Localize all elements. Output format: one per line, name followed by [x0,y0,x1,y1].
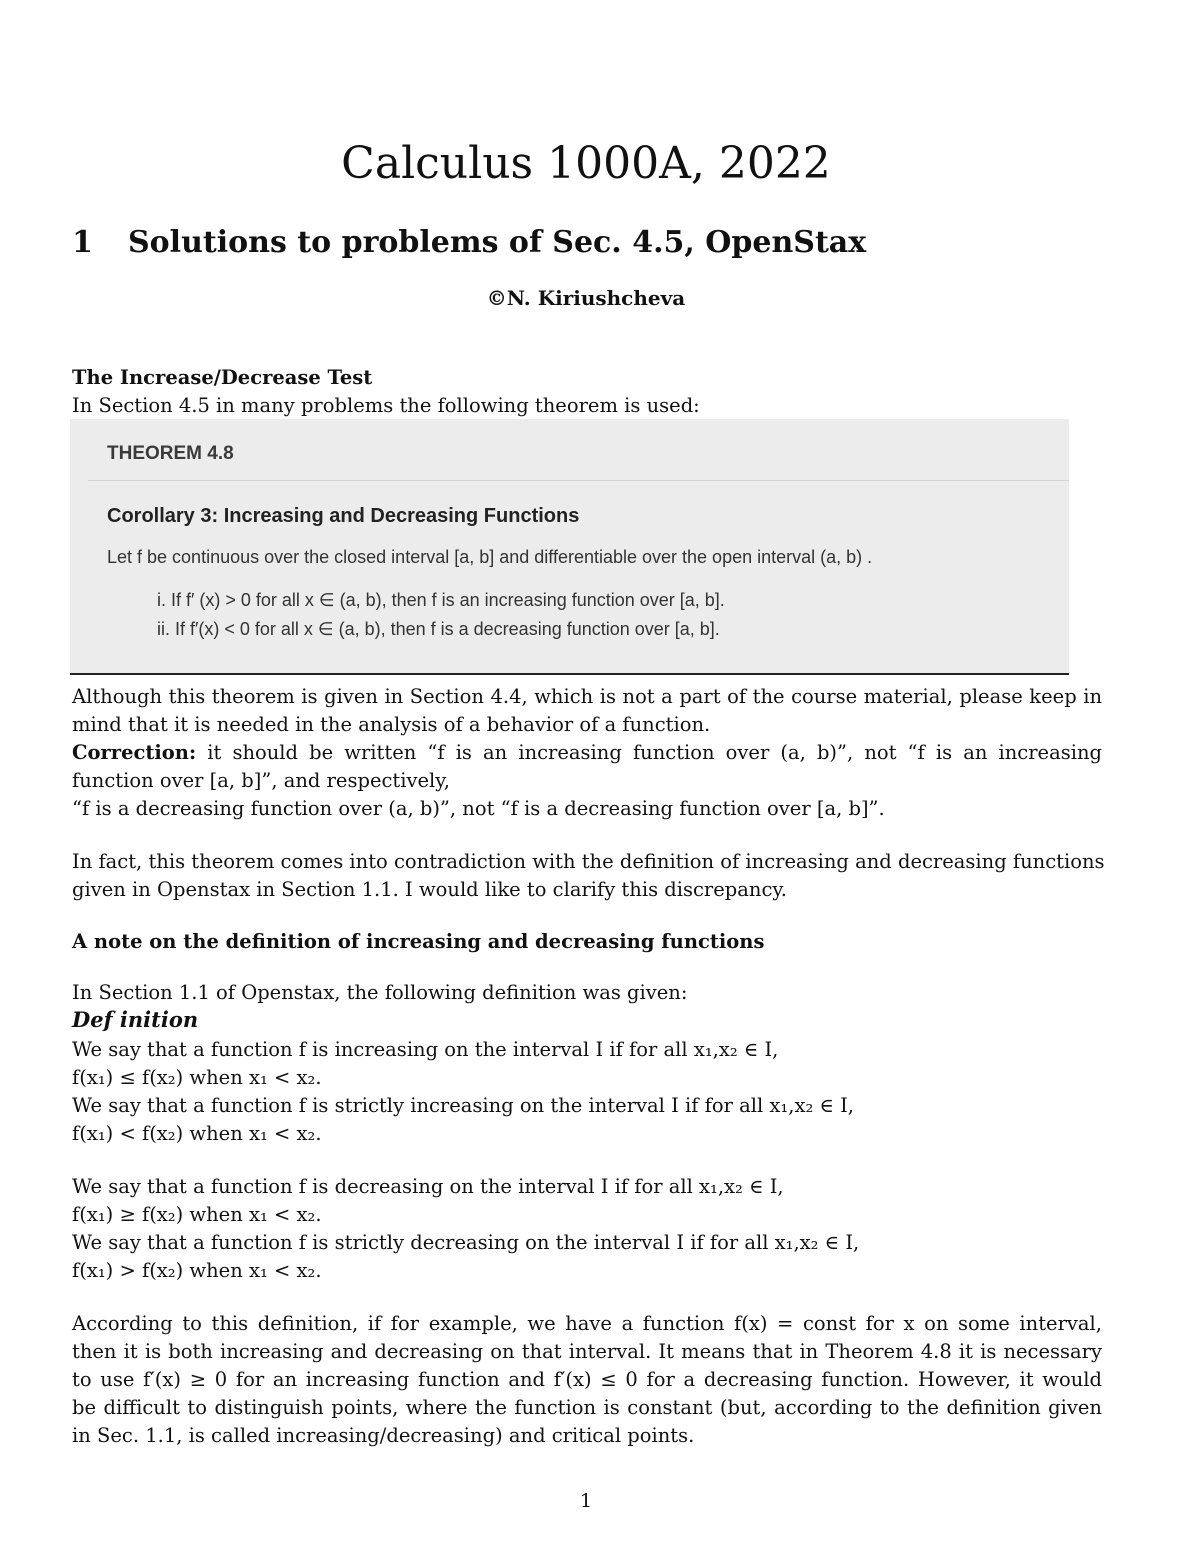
paragraph-1-line-1: Although this theorem is given in Section 4.4, which is not a part of the course material, please keep in [72,685,1102,708]
def-decreasing-line-1: We say that a function f is decreasing on the interval I if for all x₁,x₂ ∈ I, [72,1175,784,1198]
paragraph-2-line-2: given in Openstax in Section 1.1. I would like to clarify this discrepancy. [72,878,787,901]
theorem-item-ii: ii. If f′(x) < 0 for all x ∈ (a, b), then f is a decreasing function over [a, b]. [157,619,720,639]
section-title: Solutions to problems of Sec. 4.5, OpenStax [128,225,867,260]
definition-label: Def inition [72,1007,199,1032]
def-strictly-decreasing-line-1: We say that a function f is strictly decreasing on the interval I if for all x₁,x₂ ∈ I, [72,1231,860,1254]
def-strictly-increasing-line-1: We say that a function f is strictly increasing on the interval I if for all x₁,x₂ ∈ I, [72,1094,854,1117]
paragraph-3-line-1: According to this definition, if for example, we have a function f(x) = const for x on some interval, [72,1312,1102,1335]
theorem-box [70,419,1069,675]
section-heading [72,225,866,260]
def-strictly-decreasing-line-2: f(x₁) > f(x₂) when x₁ < x₂. [72,1259,322,1282]
paragraph-3-line-3: to use f′(x) ≥ 0 for an increasing function and f′(x) ≤ 0 for a decreasing function. However, it would [72,1368,1102,1391]
theorem-label: THEOREM 4.8 [107,443,234,464]
paragraph-3-line-5: in Sec. 1.1, is called increasing/decreasing) and critical points. [72,1424,695,1447]
correction-text: it should be written “f is an increasing function over (a, b)”, not “f is an increasing [207,741,1102,764]
subheading-increase-decrease-test: The Increase/Decrease Test [72,366,373,389]
document-title: Calculus 1000A, 2022 [341,138,831,189]
definition-intro: In Section 1.1 of Openstax, the following definition was given: [72,981,688,1004]
paragraph-1-line-2: mind that it is needed in the analysis of a behavior of a function. [72,713,711,736]
intro-line: In Section 4.5 in many problems the following theorem is used: [72,394,700,417]
paragraph-3-line-4: be difficult to distinguish points, where the function is constant (but, according to the definition given [72,1396,1102,1419]
correction-line-1 [72,739,1102,767]
def-decreasing-line-2: f(x₁) ≥ f(x₂) when x₁ < x₂. [72,1203,322,1226]
theorem-statement: Let f be continuous over the closed interval [a, b] and differentiable over the open interval (a, b) . [107,547,873,567]
author-line: ©N. Kiriushcheva [486,286,686,310]
theorem-item-i: i. If f′ (x) > 0 for all x ∈ (a, b), then f is an increasing function over [a, b]. [157,590,725,610]
theorem-divider [88,480,1069,481]
page-number: 1 [579,1490,593,1512]
note-heading: A note on the definition of increasing and decreasing functions [72,930,765,953]
def-strictly-increasing-line-2: f(x₁) < f(x₂) when x₁ < x₂. [72,1122,322,1145]
correction-line-3: “f is a decreasing function over (a, b)”, not “f is a decreasing function over [a, b]”. [72,797,885,820]
paragraph-3-line-2: then it is both increasing and decreasing on that interval. It means that in Theorem 4.8 it is necessary [72,1340,1102,1363]
section-number: 1 [72,225,93,260]
def-increasing-line-2: f(x₁) ≤ f(x₂) when x₁ < x₂. [72,1066,322,1089]
correction-label: Correction: [72,741,197,764]
paragraph-2-line-1: In fact, this theorem comes into contradiction with the definition of increasing and decreasing functions [72,850,1105,873]
def-increasing-line-1: We say that a function f is increasing on the interval I if for all x₁,x₂ ∈ I, [72,1038,779,1061]
theorem-subtitle: Corollary 3: Increasing and Decreasing Functions [107,505,580,527]
correction-line-2: function over [a, b]”, and respectively, [72,769,450,792]
